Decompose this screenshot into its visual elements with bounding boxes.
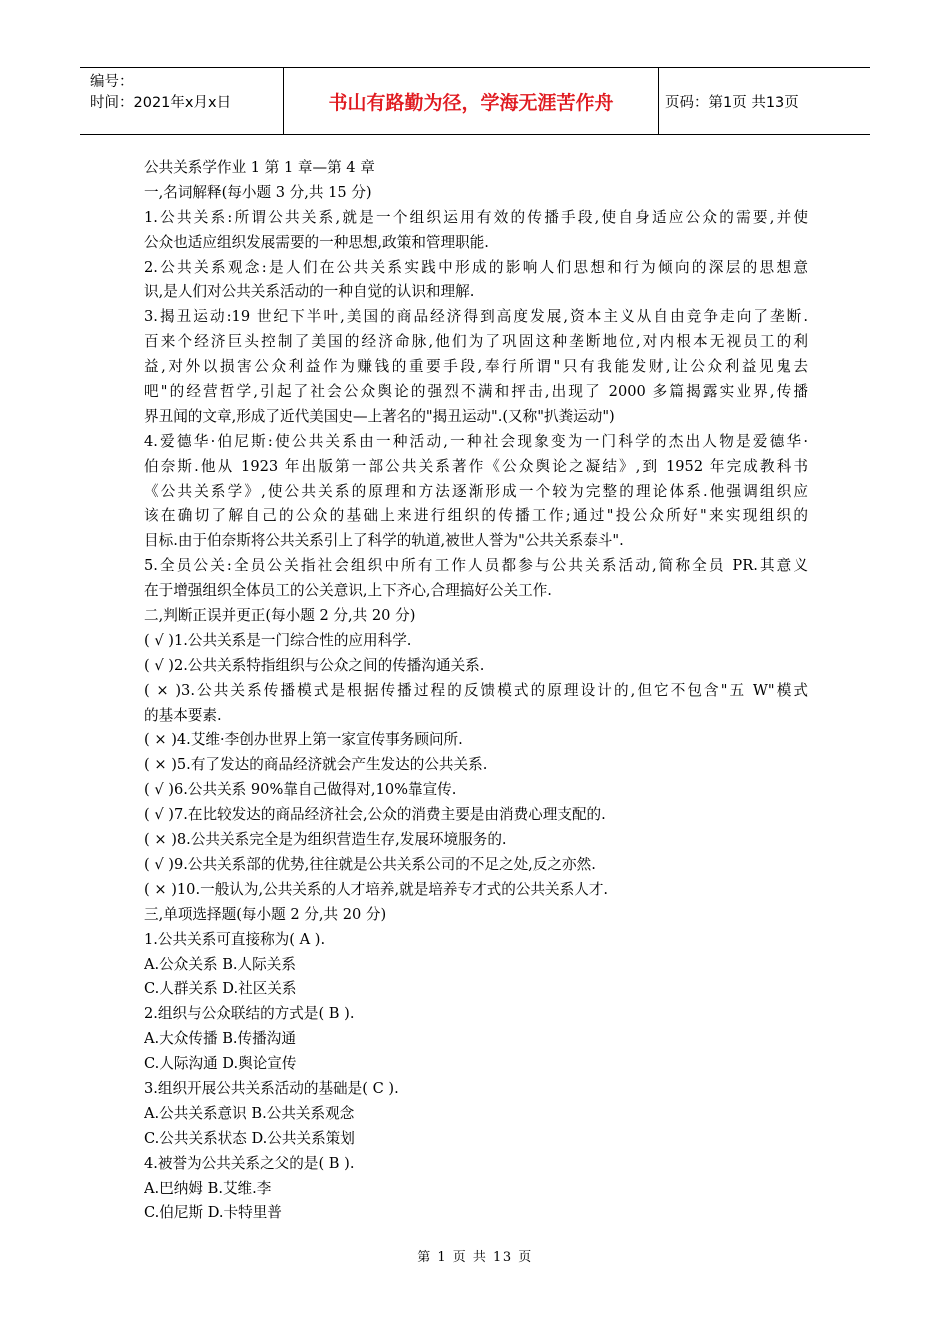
text-line: ( √ )7.在比较发达的商品经济社会,公众的消费主要是由消费心理支配的. [144, 806, 606, 824]
text-line: ( × )8.公共关系完全是为组织营造生存,发展环境服务的. [144, 831, 507, 849]
text-line: ( × )4.艾维·李创办世界上第一家宣传事务顾问所. [144, 731, 463, 749]
text-line: C.人际沟通 D.舆论宣传 [144, 1055, 297, 1073]
text-line: 1.公共关系可直接称为( A ). [144, 930, 326, 948]
text-line: A.大众传播 B.传播沟通 [144, 1030, 296, 1048]
text-line: 在于增强组织全体员工的公关意识,上下齐心,合理搞好公关工作. [144, 582, 552, 600]
text-line: 3.组织开展公共关系活动的基础是( C ). [144, 1079, 399, 1097]
text-line: 4.被誉为公共关系之父的是( B ). [144, 1154, 355, 1172]
text-line: 伯奈斯.他从 1923 年出版第一部公共关系著作《公众舆论之凝结》,到 1952 年完成教科书 [144, 457, 808, 475]
text-line: ( × )5.有了发达的商品经济就会产生发达的公共关系. [144, 756, 488, 774]
text-line: C.公共关系状态 D.公共关系策划 [144, 1129, 355, 1147]
document-number-label: 编号： [90, 74, 134, 90]
page-footer: 第 1 页 共 13 页 [417, 1250, 533, 1265]
text-line: 识,是人们对公共关系活动的一种自觉的认识和理解. [144, 283, 475, 301]
text-line: 5.全员公关:全员公关指社会组织中所有工作人员都参与公共关系活动,简称全员 PR.其意义 [144, 557, 808, 575]
text-line: 3.揭丑运动:19 世纪下半叶,美国的商品经济得到高度发展,资本主义从自由竞争走向了垄断. [144, 308, 808, 326]
text-line: 百来个经济巨头控制了美国的经济命脉,他们为了巩固这种垄断地位,对内根本无视员工的利 [144, 333, 808, 351]
header-motto: 书山有路勤为径，学海无涯苦作舟 [284, 68, 659, 134]
text-line: ( √ )2.公共关系特指组织与公众之间的传播沟通关系. [144, 656, 485, 674]
text-line: A.巴纳姆 B.艾维.李 [144, 1179, 272, 1197]
text-line: 4.爱德华·伯尼斯:使公共关系由一种活动,一种社会现象变为一门科学的杰出人物是爱德华· [144, 432, 808, 450]
text-line: 益,对外以损害公众利益作为赚钱的重要手段,奉行所谓"只有我能发财,让公众利益见鬼去 [144, 358, 808, 376]
text-line: ( √ )1.公共关系是一门综合性的应用科学. [144, 631, 412, 649]
text-line: 二,判断正误并更正(每小题 2 分,共 20 分) [144, 607, 416, 625]
text-line: ( × )10.一般认为,公共关系的人才培养,就是培养专才式的公共关系人才. [144, 880, 609, 898]
text-line: C.伯尼斯 D.卡特里普 [144, 1204, 282, 1222]
text-line: 的基本要素. [144, 706, 222, 724]
text-line: ( × )3.公共关系传播模式是根据传播过程的反馈模式的原理设计的,但它不包含"五 W"模式 [144, 681, 808, 699]
text-line: 三,单项选择题(每小题 2 分,共 20 分) [144, 905, 387, 923]
text-line: A.公众关系 B.人际关系 [144, 955, 296, 973]
text-line: 该在确切了解自己的公众的基础上来进行组织的传播工作;通过"投公众所好"来实现组织的 [144, 507, 808, 525]
document-body [144, 156, 808, 1226]
text-line: 界丑闻的文章,形成了近代美国史—上著名的"揭丑运动".(又称"扒粪运动") [144, 407, 615, 425]
text-line: 吧"的经营哲学,引起了社会公众舆论的强烈不满和抨击,出现了 2000 多篇揭露实业界,传播 [144, 383, 808, 401]
text-line: C.人群关系 D.社区关系 [144, 980, 297, 998]
text-line: 公共关系学作业 1 第 1 章—第 4 章 [144, 159, 375, 176]
document-date-label: 时间：2021年x月x日 [90, 95, 232, 111]
text-line: ( √ )9.公共关系部的优势,往往就是公共关系公司的不足之处,反之亦然. [144, 855, 596, 873]
header-meta-cell [80, 68, 284, 134]
text-line: 一,名词解释(每小题 3 分,共 15 分) [144, 183, 372, 201]
text-line: 2.组织与公众联结的方式是( B ). [144, 1005, 355, 1023]
text-line: 《公共关系学》,使公共关系的原理和方法逐渐形成一个较为完整的理论体系.他强调组织应 [144, 482, 808, 500]
text-line: 1.公共关系:所谓公共关系,就是一个组织运用有效的传播手段,使自身适应公众的需要,并使 [144, 208, 808, 226]
text-line: A.公共关系意识 B.公共关系观念 [144, 1104, 355, 1122]
header-page-info: 页码：第1页 共13页 [665, 94, 799, 111]
text-line: 2.公共关系观念:是人们在公共关系实践中形成的影响人们思想和行为倾向的深层的思想意 [144, 258, 808, 276]
text-line: 公众也适应组织发展需要的一种思想,政策和管理职能. [144, 233, 489, 251]
header-table [80, 67, 870, 135]
text-line: ( √ )6.公共关系 90%靠自己做得对,10%靠宣传. [144, 781, 457, 799]
text-line: 目标.由于伯奈斯将公共关系引上了科学的轨道,被世人誉为"公共关系泰斗". [144, 532, 624, 550]
